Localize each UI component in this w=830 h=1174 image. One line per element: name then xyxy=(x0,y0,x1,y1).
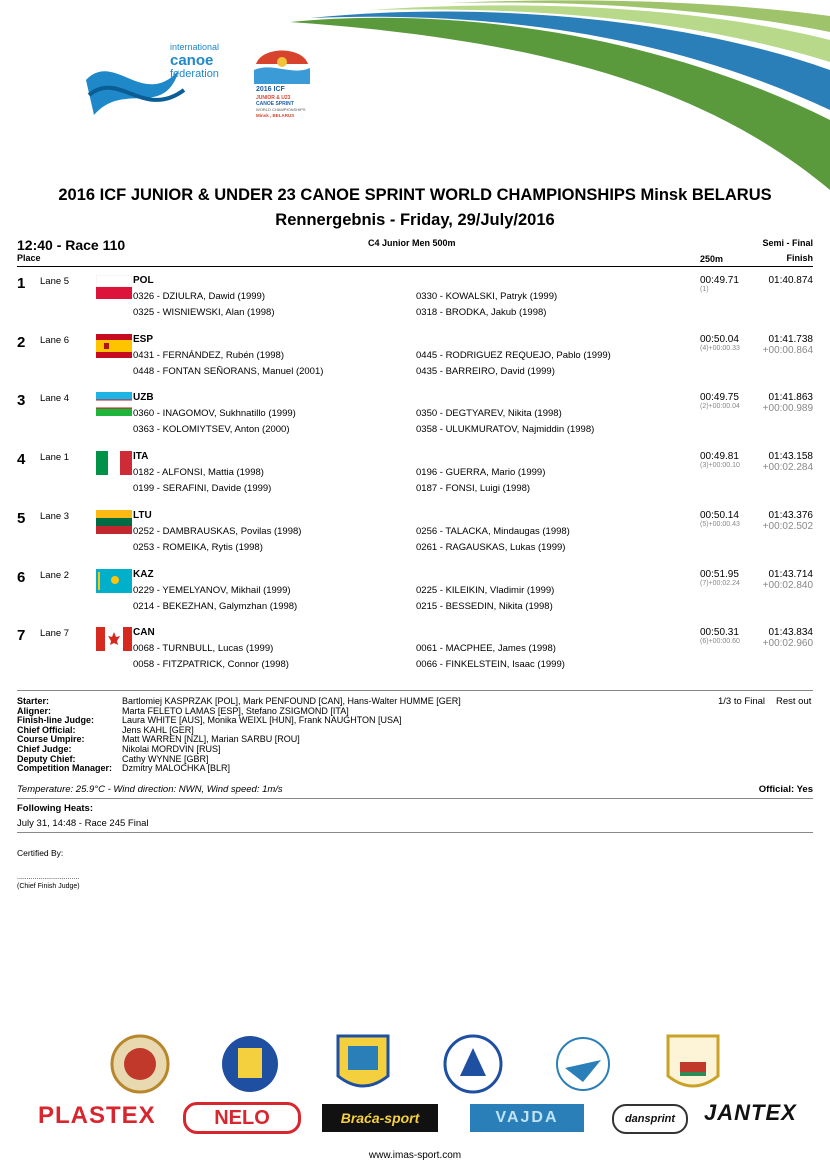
place: 2 xyxy=(17,333,26,351)
country-code: KAZ xyxy=(133,568,154,580)
country-code: POL xyxy=(133,275,154,286)
country-code: LTU xyxy=(133,509,152,521)
sponsor-emblems xyxy=(100,1032,740,1096)
emblem-4-icon xyxy=(445,1036,501,1092)
athlete: 0066 - FINKELSTEIN, Isaac (1999) xyxy=(416,659,565,671)
finish-time: 01:43.376 xyxy=(768,509,813,521)
official-names: Dzmitry MALOCHKA [BLR] xyxy=(122,763,231,774)
certified-by-label: Certified By: xyxy=(17,848,64,858)
athlete: 0445 - RODRIGUEZ REQUEJO, Pablo (1999) xyxy=(416,349,611,361)
following-divider xyxy=(17,832,813,833)
flag-kaz-icon xyxy=(96,569,132,593)
official-role: Aligner: xyxy=(17,705,52,716)
finish-gap: +00:02.502 xyxy=(762,520,813,532)
athlete: 0068 - TURNBULL, Lucas (1999) xyxy=(133,643,274,655)
signature-line: ................................ xyxy=(17,874,80,881)
following-heats-label: Following Heats: xyxy=(17,803,93,814)
athlete: 0363 - KOLOMIYTSEV, Anton (2000) xyxy=(133,424,290,436)
rest-rule: Rest out xyxy=(776,696,812,707)
signature-role: (Chief Finish Judge) xyxy=(17,883,80,890)
athlete: 0350 - DEGTYAREV, Nikita (1998) xyxy=(416,408,562,420)
result-row xyxy=(0,275,830,331)
result-row xyxy=(0,334,830,390)
emblem-3-icon xyxy=(338,1036,388,1086)
lane: Lane 3 xyxy=(40,510,70,522)
country-code: CAN xyxy=(133,627,155,639)
place: 3 xyxy=(17,392,26,410)
column-header-250m: 250m xyxy=(700,254,724,264)
flag-ltu-icon xyxy=(96,510,132,534)
result-row xyxy=(0,392,830,448)
emblem-5-icon xyxy=(557,1038,609,1090)
athlete: 0448 - FONTAN SEÑORANS, Manuel (2001) xyxy=(133,365,324,377)
lane: Lane 1 xyxy=(40,452,70,464)
flag-uzb-icon xyxy=(96,392,132,416)
official-names: Laura WHITE [AUS], Monika WEIXL [HUN], Frank NAUGHTON [USA] xyxy=(122,715,402,726)
athlete: 0199 - SERAFINI, Davide (1999) xyxy=(133,483,272,495)
icf-logo-line2: canoe xyxy=(170,52,214,69)
sponsor-dansprint: dansprint xyxy=(612,1104,688,1134)
finish-time: 01:43.834 xyxy=(768,627,813,639)
event-logo-line5: Minsk , BELARUS xyxy=(256,113,295,118)
split-rank: (4)+00:00.33 xyxy=(700,344,740,352)
official-role: Chief Judge: xyxy=(17,744,72,754)
weather-divider xyxy=(17,798,813,799)
split-rank: (3)+00:00.10 xyxy=(700,462,740,470)
official-names: Cathy WYNNE [GBR] xyxy=(122,753,209,764)
athlete: 0330 - KOWALSKI, Patryk (1999) xyxy=(416,291,558,302)
athlete: 0225 - KILEIKIN, Vladimir (1999) xyxy=(416,584,555,596)
header-swoosh-graphic xyxy=(250,0,830,190)
emblem-6-icon xyxy=(668,1036,718,1086)
official-names: Nikolai MORDVIN [RUS] xyxy=(122,744,221,754)
finish-gap: +00:00.989 xyxy=(762,403,813,415)
sponsor-vajda: VAJDA xyxy=(470,1104,584,1132)
athlete: 0431 - FERNÁNDEZ, Rubén (1998) xyxy=(133,349,285,361)
finish-gap: +00:02.840 xyxy=(762,579,813,591)
sponsor-jantex: JANTEX xyxy=(704,1100,797,1125)
official-names: Bartlomiej KASPRZAK [POL], Mark PENFOUND [CAN], Hans-Walter HUMME [GER] xyxy=(122,696,461,706)
athlete: 0318 - BRODKA, Jakub (1998) xyxy=(416,307,547,318)
finish-gap: +00:02.960 xyxy=(762,638,813,650)
page-subtitle: Rennergebnis - Friday, 29/July/2016 xyxy=(275,211,555,229)
flag-ita-icon xyxy=(96,451,132,475)
split-rank: (1) xyxy=(700,286,709,293)
lane: Lane 7 xyxy=(40,628,70,640)
official-names: Marta FELETO LAMAS [ESP], Stefano ZSIGMOND [ITA] xyxy=(122,705,349,716)
weather-info: Temperature: 25.9°C - Wind direction: NWN, Wind speed: 1m/s xyxy=(17,784,283,795)
official-status: Official: Yes xyxy=(758,784,813,795)
result-row xyxy=(0,451,830,507)
place: 1 xyxy=(17,275,26,292)
event-logo-line1: 2016 ICF xyxy=(256,86,285,93)
flag-pol-icon xyxy=(96,275,132,299)
finish-gap: +00:02.284 xyxy=(762,462,813,474)
finish-time: 01:43.158 xyxy=(768,451,813,463)
athlete: 0261 - RAGAUSKAS, Lukas (1999) xyxy=(416,541,566,553)
icf-logo-line1: international xyxy=(170,42,220,52)
athlete: 0182 - ALFONSI, Mattia (1998) xyxy=(133,467,264,479)
place: 7 xyxy=(17,627,26,645)
event-logo-line3: CANOE SPRINT xyxy=(256,101,294,107)
header-divider xyxy=(17,266,813,267)
result-row xyxy=(0,510,830,566)
progression-rule: 1/3 to Final xyxy=(718,696,765,707)
athlete: 0256 - TALACKA, Mindaugas (1998) xyxy=(416,525,570,537)
split-rank: (2)+00:00.04 xyxy=(700,403,740,411)
result-row xyxy=(0,569,830,625)
official-role: Starter: xyxy=(17,696,50,706)
place: 4 xyxy=(17,451,26,469)
athlete: 0325 - WISNIEWSKI, Alan (1998) xyxy=(133,307,275,318)
athlete: 0326 - DZIULRA, Dawid (1999) xyxy=(133,291,265,302)
athlete: 0058 - FITZPATRICK, Connor (1998) xyxy=(133,659,289,671)
athlete: 0358 - ULUKMURATOV, Najmiddin (1998) xyxy=(416,424,595,436)
split-250m: 00:50.04 xyxy=(700,333,739,345)
athlete: 0214 - BEKEZHAN, Galymzhan (1998) xyxy=(133,600,298,612)
athlete: 0435 - BARREIRO, David (1999) xyxy=(416,365,555,377)
page-title: 2016 ICF JUNIOR & UNDER 23 CANOE SPRINT WORLD CHAMPIONSHIPS Minsk BELARUS xyxy=(58,186,772,204)
official-role: Course Umpire: xyxy=(17,734,85,745)
sponsor-nelo: NELO xyxy=(183,1102,301,1134)
officials-divider xyxy=(17,690,813,691)
official-role: Chief Official: xyxy=(17,724,76,735)
athlete: 0215 - BESSEDIN, Nikita (1998) xyxy=(416,600,553,612)
following-heats-value: July 31, 14:48 - Race 245 Final xyxy=(17,818,149,829)
official-names: Matt WARREN [NZL], Marian SARBU [ROU] xyxy=(122,734,300,745)
split-rank: (5)+00:00.43 xyxy=(700,520,740,528)
split-250m: 00:51.95 xyxy=(700,568,739,580)
footer-url[interactable]: www.imas-sport.com xyxy=(368,1150,462,1161)
place: 5 xyxy=(17,509,26,527)
event-paddler-icon xyxy=(252,44,312,86)
finish-time: 01:41.863 xyxy=(768,392,813,404)
split-250m: 00:49.81 xyxy=(700,451,739,463)
sponsor-braca-sport: Braća-sport xyxy=(322,1104,438,1132)
race-time-number: 12:40 - Race 110 xyxy=(17,237,126,253)
country-code: ITA xyxy=(133,451,149,463)
sponsor-plastex: PLASTEX xyxy=(38,1102,156,1129)
split-250m: 00:50.14 xyxy=(700,509,739,521)
finish-gap: +00:00.864 xyxy=(762,344,813,356)
split-rank: (7)+00:02.24 xyxy=(700,579,740,587)
emblem-2-icon xyxy=(222,1036,278,1092)
event-logo-line2: JUNIOR & U23 xyxy=(256,95,291,101)
split-250m: 00:50.31 xyxy=(700,627,739,639)
lane: Lane 2 xyxy=(40,569,70,581)
race-event-name: C4 Junior Men 500m xyxy=(368,238,456,248)
column-header-finish: Finish xyxy=(786,253,813,263)
country-code: UZB xyxy=(133,392,154,404)
finish-time: 01:40.874 xyxy=(768,275,813,286)
official-role: Competition Manager: xyxy=(17,763,113,774)
lane: Lane 6 xyxy=(40,334,70,346)
athlete: 0253 - ROMEIKA, Rytis (1998) xyxy=(133,541,263,553)
official-role: Deputy Chief: xyxy=(17,753,76,764)
place: 6 xyxy=(17,568,26,586)
athlete: 0229 - YEMELYANOV, Mikhail (1999) xyxy=(133,584,291,596)
split-250m: 00:49.71 xyxy=(700,275,739,286)
athlete: 0187 - FONSI, Luigi (1998) xyxy=(416,483,531,495)
icf-logo xyxy=(84,40,234,130)
finish-time: 01:41.738 xyxy=(768,333,813,345)
flag-can-icon xyxy=(96,627,132,651)
emblem-1-icon xyxy=(112,1036,168,1092)
country-code: ESP xyxy=(133,333,154,345)
event-logo-line4: WORLD CHAMPIONSHIPS xyxy=(256,107,306,112)
event-logo xyxy=(252,44,316,128)
official-role: Finish-line Judge: xyxy=(17,715,95,726)
flag-esp-icon xyxy=(96,334,132,358)
athlete: 0196 - GUERRA, Mario (1999) xyxy=(416,467,546,479)
finish-time: 01:43.714 xyxy=(768,568,813,580)
athlete: 0061 - MACPHEE, James (1998) xyxy=(416,643,556,655)
official-names: Jens KAHL [GER] xyxy=(122,724,194,735)
split-250m: 00:49.75 xyxy=(700,392,739,404)
result-row xyxy=(0,627,830,683)
split-rank: (6)+00:00.60 xyxy=(700,638,740,646)
athlete: 0360 - INAGOMOV, Sukhnatillo (1999) xyxy=(133,408,296,420)
athlete: 0252 - DAMBRAUSKAS, Povilas (1998) xyxy=(133,525,302,537)
lane: Lane 4 xyxy=(40,393,70,405)
column-header-place: Place xyxy=(17,253,41,263)
race-phase: Semi - Final xyxy=(762,238,813,248)
icf-logo-line3: federation xyxy=(170,68,219,80)
lane: Lane 5 xyxy=(40,276,70,287)
